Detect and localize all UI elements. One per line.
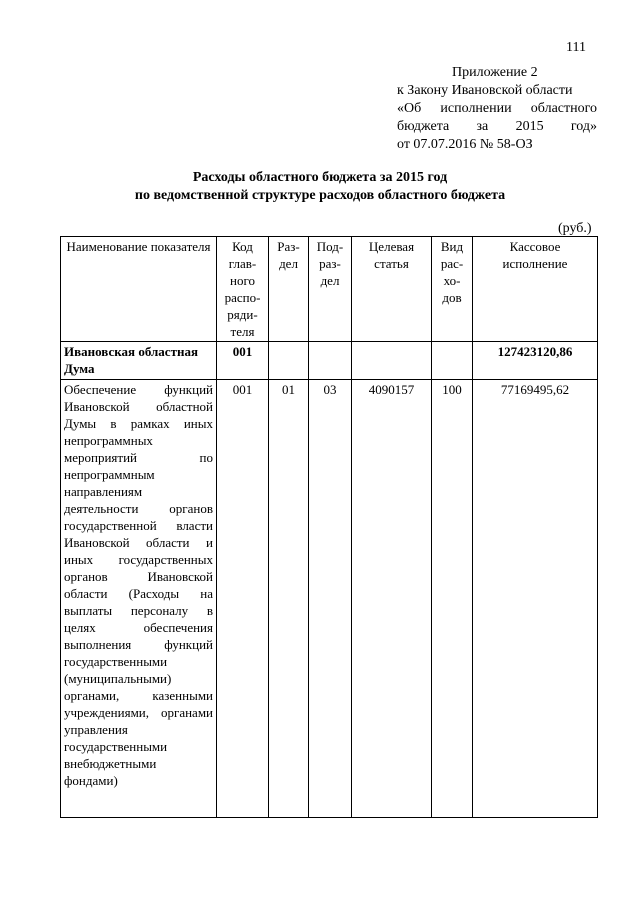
- row-section: [269, 342, 309, 380]
- document-title-line-2: по ведомственной структуре расходов областного бюджета: [134, 188, 506, 203]
- expenditure-table: [60, 236, 598, 818]
- row-type: 100: [432, 380, 473, 818]
- annex-line-4: бюджета за 2015 год»: [397, 119, 597, 134]
- header-section: Раз-дел: [269, 237, 309, 342]
- row-target: 4090157: [352, 380, 432, 818]
- row-name: Обеспечение функций Ивановской областной Думы в рамках иных непрограммных мероприятий по непрограммным направлениям деятельности органов государственной власти Ивановской области и иных государственных органов Ивановской области (Расходы на выплаты персоналу в целях обеспечения выполнения функций государственными (муниципальными) органами, казенными учреждениями, органами управления государственными внебюджетными фондами): [61, 380, 217, 818]
- annex-block: [397, 64, 597, 154]
- header-type: Вид рас-хо-дов: [432, 237, 473, 342]
- row-code: 001: [217, 342, 269, 380]
- currency-unit: (руб.): [558, 221, 592, 236]
- table-row: [61, 342, 598, 380]
- annex-line-3: «Об исполнении областного: [397, 101, 597, 116]
- header-subsection: Под-раз-дел: [309, 237, 352, 342]
- row-code: 001: [217, 380, 269, 818]
- header-target: Целевая статья: [352, 237, 432, 342]
- annex-line-2: к Закону Ивановской области: [397, 83, 573, 98]
- row-subsection: 03: [309, 380, 352, 818]
- document-title-line-1: Расходы областного бюджета за 2015 год: [192, 170, 448, 185]
- row-name: Ивановская областная Дума: [61, 342, 217, 380]
- header-name: Наименование показателя: [61, 237, 217, 342]
- row-section: 01: [269, 380, 309, 818]
- row-subsection: [309, 342, 352, 380]
- header-code: Код глав-ного распо-ряди-теля: [217, 237, 269, 342]
- row-execution: 127423120,86: [473, 342, 598, 380]
- header-execution: Кассовое исполнение: [473, 237, 598, 342]
- annex-line-1: Приложение 2: [452, 65, 538, 80]
- table-row: [61, 380, 598, 818]
- row-type: [432, 342, 473, 380]
- row-execution: 77169495,62: [473, 380, 598, 818]
- table-header-row: [61, 237, 598, 342]
- row-target: [352, 342, 432, 380]
- annex-line-5: от 07.07.2016 № 58-ОЗ: [397, 137, 533, 152]
- page-number: 111: [566, 40, 586, 55]
